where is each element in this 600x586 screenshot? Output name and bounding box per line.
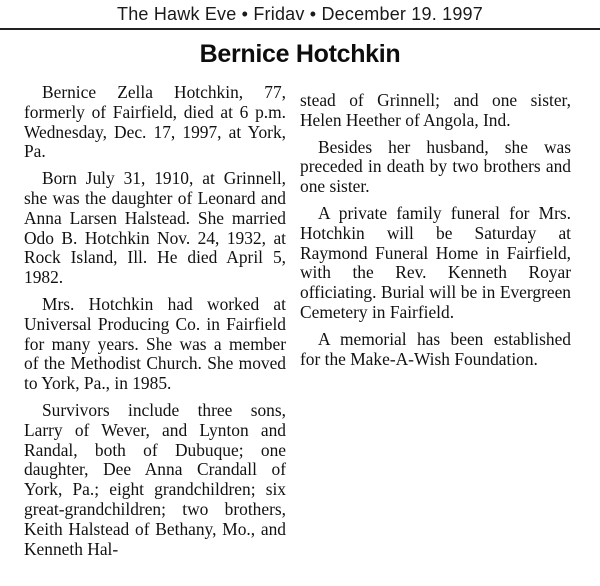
obituary-paragraph-continued: stead of Grinnell; and one sister, Helen Heether of Angola, Ind. — [300, 90, 571, 130]
obituary-paragraph: Besides her husband, she was preceded in death by two brothers and one sister. — [300, 136, 571, 197]
obituary-paragraph: Mrs. Hotchkin had worked at Universal Producing Co. in Fairfield for many years. She was a member of the Methodist Church. She moved to York, Pa., in 1985. — [24, 293, 286, 394]
obituary-right-column — [300, 91, 571, 376]
obituary-paragraph: A private family funeral for Mrs. Hotchkin will be Saturday at Raymond Funeral Home in Fairfield, with the Rev. Kenneth Royar officiating. Burial will be in Evergreen Cemetery in Fairfield. — [300, 202, 571, 322]
obituary-paragraph: Born July 31, 1910, at Grinnell, she was the daughter of Leonard and Anna Larsen Halstead. She married Odo B. Hotchkin Nov. 24, 1932, at Rock Island, Ill. He died April 5, 1982. — [24, 168, 286, 288]
obituary-paragraph: A memorial has been established for the Make-A-Wish Foundation. — [300, 328, 571, 369]
obituary-headline: Bernice Hotchkin — [199, 40, 401, 68]
obituary-paragraph: Survivors include three sons, Larry of Wever, and Lynton and Randal, both of Dubuque; one daughter, Dee Anna Crandall of York, Pa.; eight grandchildren; six great-grandchildren; two brothers, Keith Halstead of Bethany, Mo., and Kenneth Hal- — [24, 399, 286, 559]
masthead-rule — [0, 28, 600, 30]
obituary-left-column — [24, 83, 286, 566]
newspaper-masthead: The Hawk Eve • Fridav • December 19. 1997 — [117, 4, 483, 24]
obituary-paragraph: Bernice Zella Hotchkin, 77, formerly of Fairfield, died at 6 p.m. Wednesday, Dec. 17, 1997, at York, Pa. — [24, 82, 286, 162]
